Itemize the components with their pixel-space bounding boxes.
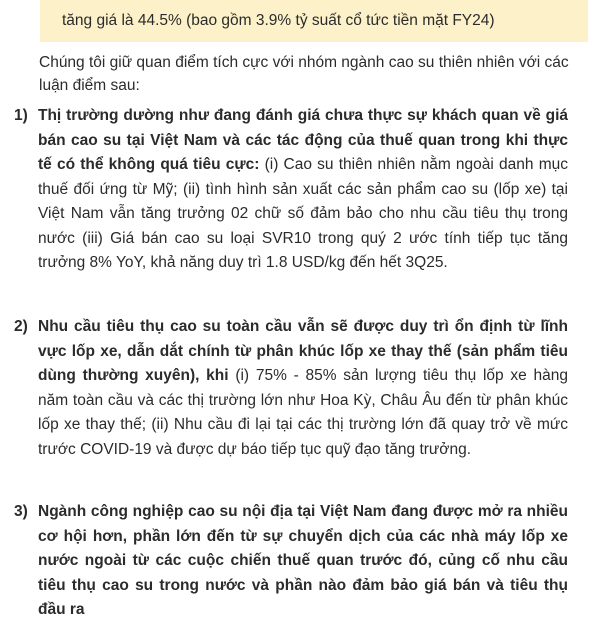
item-number: 1) xyxy=(14,107,28,124)
top-note: tăng giá là 44.5% (bao gồm 3.9% tỷ suất cổ tức tiền mặt FY24) xyxy=(62,12,495,29)
list-item-1 xyxy=(14,104,584,276)
item-bold-text: Thị trường dường như đang đánh giá chưa thực sự khách quan về giá bán cao su tại Việt Nam và các tác động của thuế quan trong khi thực tế có thể không quá tiêu cực: xyxy=(38,107,568,173)
list-item-3 xyxy=(14,500,584,623)
intro-paragraph: Chúng tôi giữ quan điểm tích cực với nhóm ngành cao su thiên nhiên với các luận điểm sau: xyxy=(39,54,569,94)
item-regular-text: (i) Cao su thiên nhiên nằm ngoài danh mục thuế đối ứng từ Mỹ; (ii) tình hình sản xuất các sản phẩm cao su (lốp xe) tại Việt Nam vẫn tăng trưởng 02 chữ số đảm bảo cho nhu cầu tiêu thụ trong nước (iii) Giá bán cao su loại SVR10 trong quý 2 ước tính tiếp tục tăng trưởng 8% YoY, khả năng duy trì 1.8 USD/kg đến hết 3Q25. xyxy=(38,156,568,271)
item-regular-text: (i) 75% - 85% sản lượng tiêu thụ lốp xe hàng năm toàn cầu và các thị trường lớn như Hoa Kỳ, Châu Âu đến từ phân khúc lốp xe thay thế; (ii) Nhu cầu đi lại tại các thị trường lớn đã quay trở về mức trước COVID-19 và được dự báo tiếp tục quỹ đạo tăng trưởng. xyxy=(38,367,568,458)
list-item-2 xyxy=(14,315,584,462)
item-body xyxy=(38,104,568,276)
highlight-box xyxy=(40,0,588,42)
item-bold-text: Nhu cầu tiêu thụ cao su toàn cầu vẫn sẽ được duy trì ổn định từ lĩnh vực lốp xe, dẫn dắt chính từ phân khúc lốp xe thay thế (sản phẩm tiêu dùng thường xuyên), khi xyxy=(38,318,568,384)
item-bold-text: Ngành công nghiệp cao su nội địa tại Việt Nam đang được mở ra nhiều cơ hội hơn, phần lớn đến từ sự chuyển dịch của các nhà máy lốp xe nước ngoài từ các cuộc chiến thuế quan trước đó, củng cố nhu cầu tiêu thụ cao su trong nước và phần nào đảm bảo giá bán và tiêu thụ đầu ra xyxy=(38,503,568,618)
item-number: 3) xyxy=(14,503,28,520)
item-number: 2) xyxy=(14,318,28,335)
item-body xyxy=(38,500,568,623)
item-body xyxy=(38,315,568,462)
